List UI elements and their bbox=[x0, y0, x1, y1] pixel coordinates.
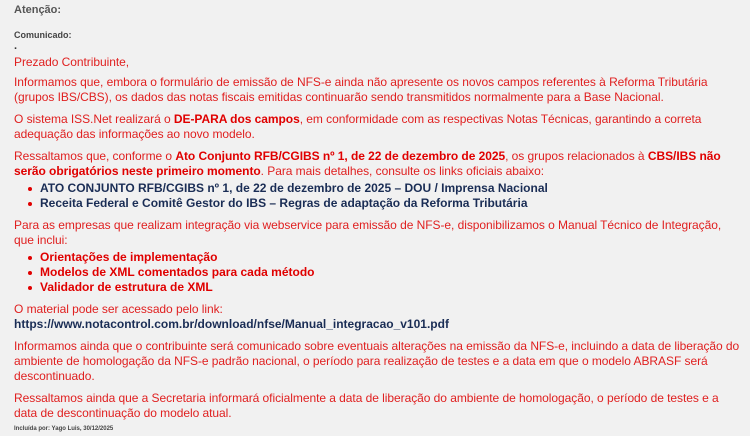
ato-highlight: Ato Conjunto RFB/CGIBS nº 1, de 22 de dezembro de 2025 bbox=[175, 149, 506, 163]
paragraph-form-fields: Informamos que, embora o formulário de emissão de NFS-e ainda não apresente os novos campos referentes à Reforma Tributária (grupos IBS/CBS), os dados das notas fiscais emitidas continuarão sendo transmitidos normalmente para a Base Nacional. bbox=[14, 75, 708, 104]
ato-text-e: . Para mais detalhes, consulte os links oficiais abaixo: bbox=[260, 164, 545, 178]
manual-item-modelos-xml: Modelos de XML comentados para cada método bbox=[26, 265, 742, 280]
official-link-receita[interactable]: Receita Federal e Comitê Gestor do IBS – Regras de adaptação da Reforma Tributária bbox=[26, 196, 742, 211]
attention-heading: Atenção: bbox=[14, 4, 62, 16]
paragraph-ato-conjunto bbox=[14, 149, 742, 179]
greeting-text: Prezado Contribuinte, bbox=[14, 55, 130, 69]
official-link-ato[interactable]: ATO CONJUNTO RFB/CGIBS nº 1, de 22 de dezembro de 2025 – DOU / Imprensa Nacional bbox=[26, 181, 742, 196]
paragraph-depara bbox=[14, 112, 742, 142]
dot-marker: . bbox=[14, 40, 18, 52]
manual-item-orientacoes: Orientações de implementação bbox=[26, 250, 742, 265]
official-links-list bbox=[14, 181, 742, 211]
ato-text-c: , os grupos relacionados à bbox=[505, 149, 648, 163]
manual-download-link[interactable]: https://www.notacontrol.com.br/download/nfse/Manual_integracao_v101.pdf bbox=[14, 317, 449, 331]
ato-text-a: Ressaltamos que, conforme o bbox=[14, 149, 176, 163]
comunicado-label: Comunicado: bbox=[14, 30, 72, 40]
depara-highlight: DE-PARA dos campos bbox=[173, 112, 300, 126]
paragraph-webservice: Para as empresas que realizam integração via webservice para emissão de NFS-e, disponibilizamos o Manual Técnico de Integração, que inclui: bbox=[14, 218, 722, 247]
manual-item-validador: Validador de estrutura de XML bbox=[26, 280, 742, 295]
depara-text-before: O sistema ISS.Net realizará o bbox=[14, 112, 174, 126]
manual-items-list bbox=[14, 250, 742, 295]
cbs-ibs-highlight: CBS/IBS não serão obrigatórios neste primeiro momento bbox=[14, 149, 721, 178]
paragraph-link-intro: O material pode ser acessado pelo link: bbox=[14, 302, 223, 316]
included-by-footer: Incluída por: Yago Luis, 30/12/2025 bbox=[14, 426, 114, 432]
paragraph-homologacao: Informamos ainda que o contribuinte será comunicado sobre eventuais alterações na emissão da NFS-e, incluindo a data de liberação do ambiente de homologação da NFS-e padrão nacional, o período para realização de testes e a data em que o modelo ABRASF será descontinuado. bbox=[14, 339, 740, 383]
depara-text-after: , em conformidade com as respectivas Notas Técnicas, garantindo a correta adequação das informações ao novo modelo. bbox=[14, 112, 702, 141]
paragraph-secretaria: Ressaltamos ainda que a Secretaria informará oficialmente a data de liberação do ambiente de homologação, o período de testes e a data de descontinuação do modelo atual. bbox=[14, 391, 719, 420]
